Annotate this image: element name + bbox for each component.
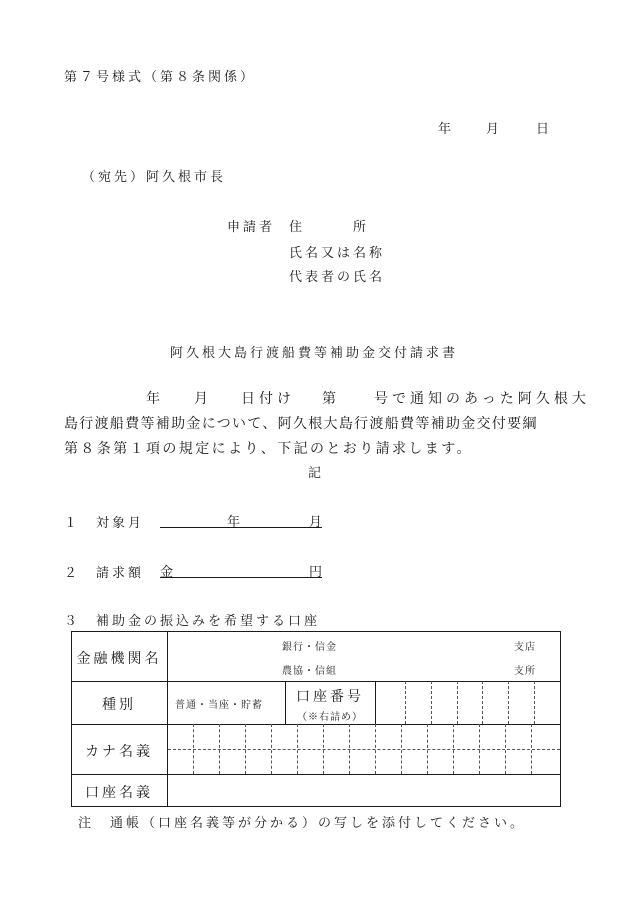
item1-number: １ — [64, 516, 81, 531]
ki-label: 記 — [308, 466, 325, 481]
bank-type-line: 銀行・信金 — [282, 642, 337, 653]
kana-name-label: カナ名義 — [85, 744, 153, 760]
item2-label: 請求額 — [96, 566, 145, 581]
body-line2: 島行渡船費等補助金について、阿久根大島行渡船費等補助金交付要綱 — [64, 416, 538, 432]
item1-underline — [160, 527, 322, 528]
representative-label: 代表者の氏名 — [289, 270, 386, 285]
attachment-note: 注 通帳（口座名義等が分かる）の写しを添付してください。 — [78, 816, 527, 831]
date-day: 日 — [536, 122, 553, 137]
date-month: 月 — [486, 122, 503, 137]
account-type-options[interactable]: 普通・当座・貯蓄 — [175, 700, 263, 711]
address-label: 住 所 — [289, 220, 370, 235]
branch-label: 支店 — [514, 642, 536, 653]
account-holder-label: 口座名義 — [85, 785, 153, 801]
item1-month: 月 — [309, 515, 326, 530]
account-number-note: （※右詰め） — [297, 712, 363, 723]
institution-label: 金融機関名 — [76, 651, 162, 667]
body-line1-rest: 号で通知のあった阿久根大 — [374, 391, 590, 407]
agri-type-line: 農協・信組 — [282, 666, 337, 677]
name-label: 氏名又は名称 — [289, 246, 386, 261]
body-line3: 第８条第１項の規定により、下記のとおり請求します。 — [64, 441, 473, 457]
account-type-label: 種別 — [102, 697, 136, 713]
form-number: 第７号様式（第８条関係） — [64, 70, 257, 85]
applicant-label: 申請者 — [227, 220, 276, 235]
document-title: 阿久根大島行渡船費等補助金交付請求書 — [170, 346, 459, 361]
item3-number: ３ — [64, 614, 81, 629]
item1-label: 対象月 — [96, 516, 145, 531]
body-day: 日付け — [241, 391, 295, 407]
item2-underline — [160, 577, 322, 578]
item2-yen: 円 — [309, 565, 326, 580]
addressee: （宛先）阿久根市長 — [82, 170, 227, 185]
body-year: 年 — [146, 391, 164, 407]
account-number-label: 口座番号 — [296, 689, 364, 705]
item2-kin: 金 — [160, 565, 177, 580]
branch-office-label: 支所 — [514, 666, 536, 677]
date-year: 年 — [438, 122, 455, 137]
account-holder-field[interactable] — [168, 775, 559, 805]
item2-number: ２ — [64, 566, 81, 581]
item3-label: 補助金の振込みを希望する口座 — [96, 614, 321, 629]
body-no: 第 — [322, 391, 340, 407]
item1-year: 年 — [227, 515, 244, 530]
bank-account-table — [71, 631, 561, 807]
body-month: 月 — [194, 391, 212, 407]
